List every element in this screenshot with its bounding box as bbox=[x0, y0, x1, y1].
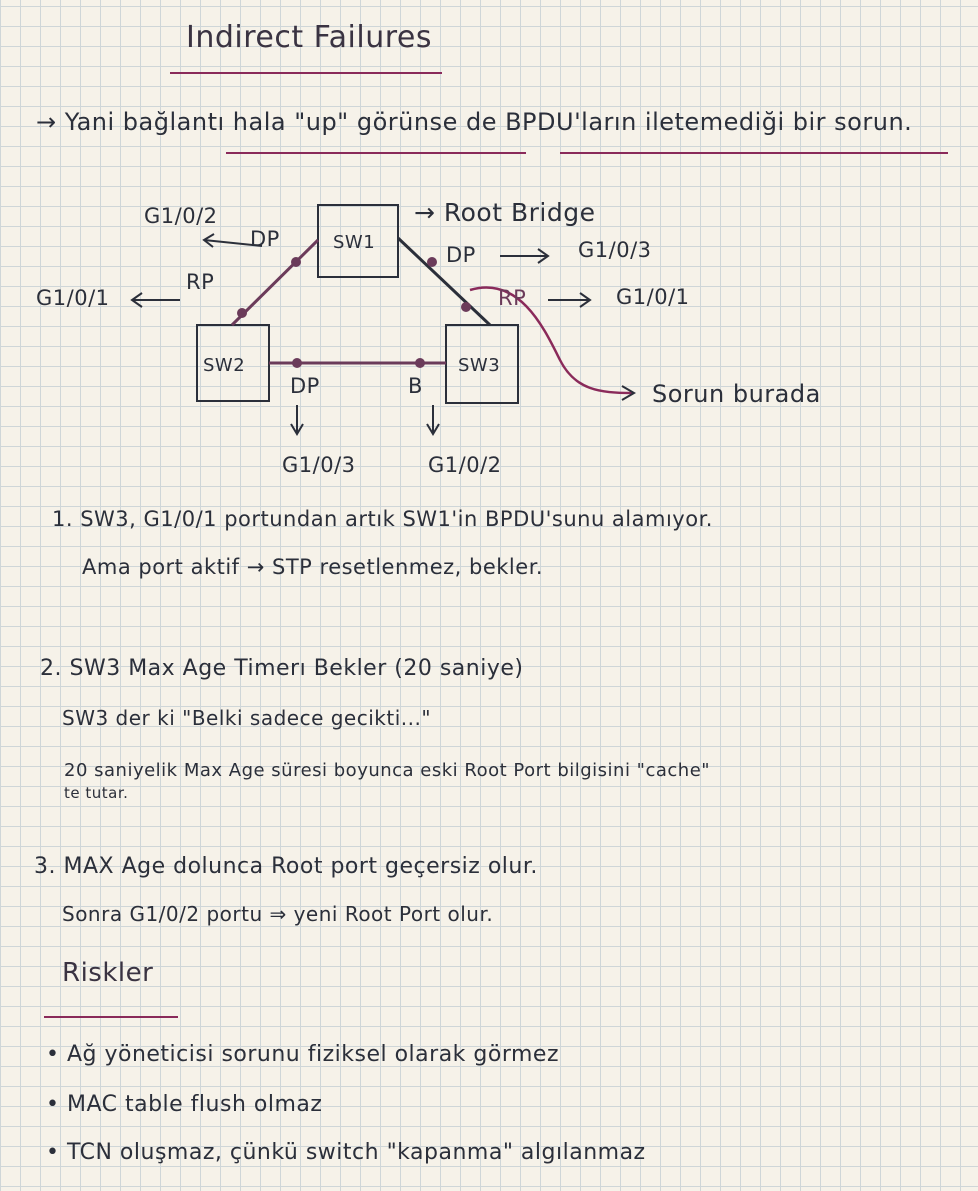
step-2-line-2: SW3 der ki "Belki sadece gecikti..." bbox=[62, 706, 432, 730]
risk-item-1: • Ağ yöneticisi sorunu fiziksel olarak görmez bbox=[46, 1042, 560, 1067]
sw1-right-port-label: G1/0/3 bbox=[578, 238, 652, 262]
intro-underline-2 bbox=[560, 152, 948, 154]
step-3-line-1: 3. MAX Age dolunca Root port geçersiz olur. bbox=[34, 854, 538, 879]
step-1-line-1: 1. SW3, G1/0/1 portundan artık SW1'in BPDU'sunu alamıyor. bbox=[52, 507, 713, 531]
step-2-line-1: 2. SW3 Max Age Timerı Bekler (20 saniye) bbox=[40, 656, 524, 681]
sw2-bottom-port-label: G1/0/3 bbox=[282, 453, 356, 477]
sw2-bottom-role-label: DP bbox=[290, 374, 320, 398]
sw1-left-port-dot bbox=[291, 257, 301, 267]
risk-item-2: • MAC table flush olmaz bbox=[46, 1092, 323, 1117]
intro-text: → Yani bağlantı hala "up" görünse de BPDU'ların iletemediği bir sorun. bbox=[36, 108, 913, 136]
sw1-left-port-label: G1/0/2 bbox=[144, 204, 218, 228]
link-sw1-sw3 bbox=[398, 238, 490, 325]
sw2-root-port-dot bbox=[237, 308, 247, 318]
page-title: Indirect Failures bbox=[186, 20, 432, 55]
problem-pointer-curve bbox=[470, 287, 632, 393]
sw3-bottom-role-label: B bbox=[408, 374, 423, 398]
sw3-root-port-label: G1/0/1 bbox=[616, 285, 690, 309]
title-underline bbox=[170, 72, 442, 74]
sw2-root-port-label: G1/0/1 bbox=[36, 286, 110, 310]
sw2-label: SW2 bbox=[203, 355, 246, 376]
sw2-root-role-label: RP bbox=[186, 270, 215, 294]
sw1-right-port-dot bbox=[427, 257, 437, 267]
sw3-bottom-port-dot bbox=[415, 358, 425, 368]
root-bridge-label: → Root Bridge bbox=[414, 198, 596, 227]
step-3-line-2: Sonra G1/0/2 portu ⇒ yeni Root Port olur. bbox=[62, 902, 494, 926]
sw1-label: SW1 bbox=[333, 232, 376, 253]
sw3-label: SW3 bbox=[458, 355, 501, 376]
sw3-root-role-label: RP bbox=[498, 286, 527, 310]
sw1-left-role-label: DP bbox=[250, 227, 280, 251]
sw1-right-role-label: DP bbox=[446, 243, 476, 267]
intro-underline-1 bbox=[226, 152, 526, 154]
sw2-bottom-port-dot bbox=[292, 358, 302, 368]
step-2-line-3: 20 saniyelik Max Age süresi boyunca eski Root Port bilgisini "cache" bbox=[64, 760, 711, 781]
problem-here-label: Sorun burada bbox=[652, 380, 821, 408]
risks-heading: Riskler bbox=[62, 958, 154, 988]
step-1-line-2: Ama port aktif → STP resetlenmez, bekler. bbox=[82, 555, 544, 579]
risks-underline bbox=[44, 1016, 178, 1018]
step-2-line-4: te tutar. bbox=[64, 784, 129, 802]
risk-item-3: • TCN oluşmaz, çünkü switch "kapanma" algılanmaz bbox=[46, 1140, 646, 1165]
sw3-root-port-dot bbox=[461, 302, 471, 312]
sw3-bottom-port-label: G1/0/2 bbox=[428, 453, 502, 477]
